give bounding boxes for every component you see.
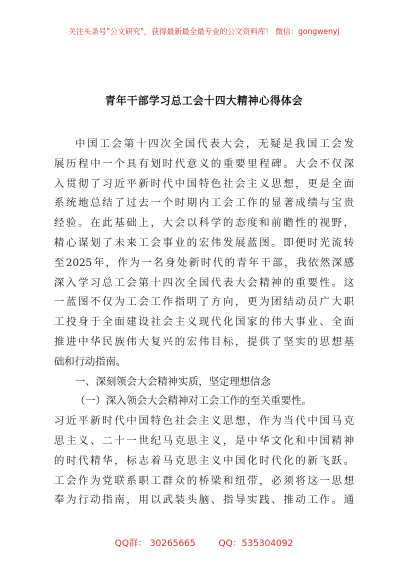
body-line: 系统地总结了过去一个时期内工会工作的显著成绩与宝贵 (54, 197, 354, 210)
body-line: 展历程中一个具有划时代意义的重要里程碑。大会不仅深 (54, 157, 354, 170)
document-body (54, 135, 354, 511)
subsection-heading: （一）深入领会大会精神对工会工作的至关重要性。 (75, 395, 312, 408)
body-line: 精心谋划了未来工会事业的宏伟发展蓝图。即便时光流转 (54, 236, 354, 249)
footer-qq: QQ：535304092 (218, 539, 294, 549)
footer-contact (0, 536, 408, 549)
body-line: 础和行动指南。 (54, 355, 127, 368)
body-line: 经验。在此基础上，大会以科学的态度和前瞻性的视野， (54, 217, 354, 230)
section-heading: 一、深刻领会大会精神实质，坚定理想信念 (75, 375, 271, 388)
body-line: 奉为行动指南，用以武装头脑、指导实践、推动工作。通 (54, 494, 354, 507)
body-line: 入贯彻了习近平新时代中国特色社会主义思想，更是全面 (54, 177, 354, 190)
body-line: 推进中华民族伟大复兴的宏伟目标，提供了坚实的思想基 (54, 335, 354, 348)
body-line: 一蓝图不仅为工会工作指明了方向，更为团结动员广大职 (54, 296, 354, 309)
body-line: 深入学习总工会第十四次全国代表大会精神的重要性。这 (54, 276, 354, 289)
body-line: 思主义、二十一世纪马克思主义，是中华文化和中国精神 (54, 434, 354, 447)
top-banner: 关注头条号"公文研究"，获得最新最全最专业的公文资料库！ 微信：gongwenyj (68, 27, 340, 36)
footer-qq-group: QQ群： 30265665 (114, 539, 196, 549)
page-title: 青年干部学习总工会十四大精神心得体会 (105, 95, 303, 107)
body-line: 的时代精华，标志着马克思主义中国化时代化的新飞跃。 (54, 454, 354, 467)
body-line: 至2025年，作为一名身处新时代的青年干部，我依然深感 (54, 256, 354, 269)
body-line: 工会作为党联系职工群众的桥梁和纽带，必须将这一思想 (54, 474, 354, 487)
body-line: 工投身于全面建设社会主义现代化国家的伟大事业、全面 (54, 316, 354, 329)
body-line: 习近平新时代中国特色社会主义思想，作为当代中国马克 (54, 415, 354, 428)
body-line: 中国工会第十四次全国代表大会，无疑是我国工会发 (75, 138, 354, 150)
